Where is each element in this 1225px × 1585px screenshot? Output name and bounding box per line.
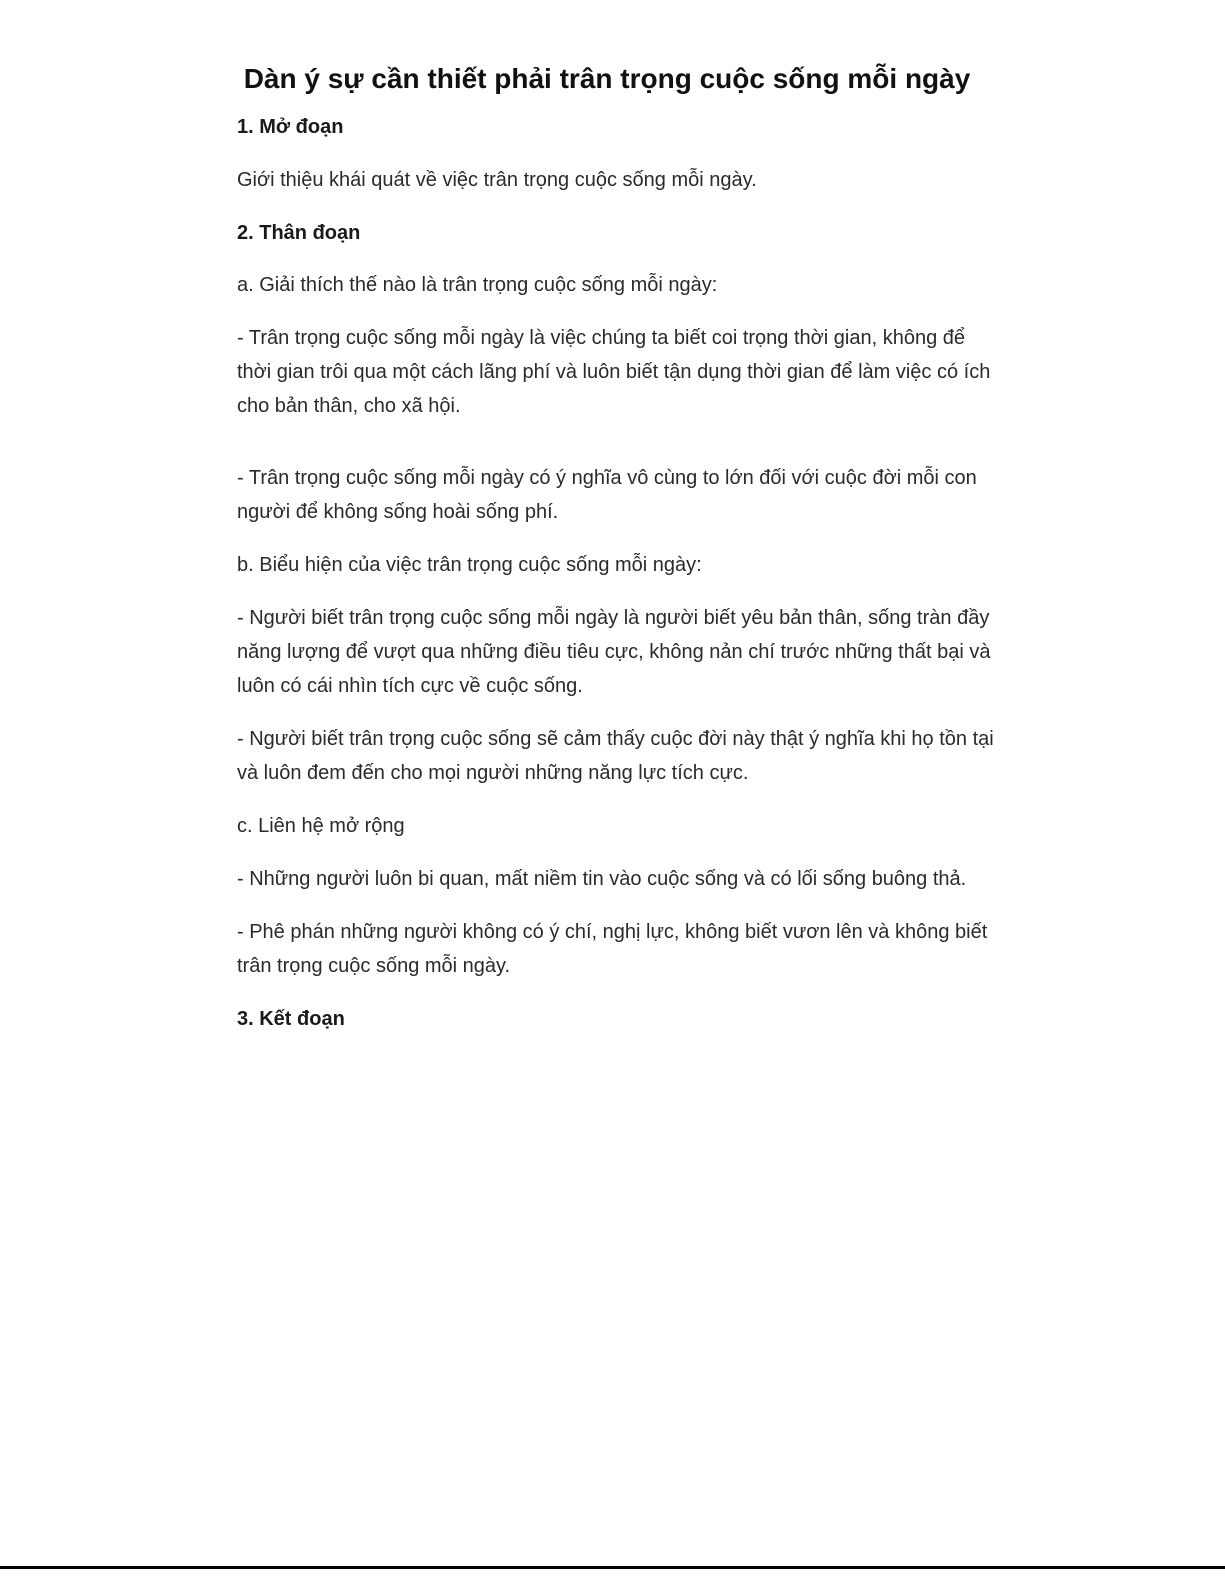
subsection-c-paragraph-1: - Những người luôn bi quan, mất niềm tin vào cuộc sống và có lối sống buông thả. (237, 868, 967, 890)
intro-paragraph: Giới thiệu khái quát về việc trân trọng cuộc sống mỗi ngày. (237, 169, 757, 191)
document-title: Dàn ý sự cần thiết phải trân trọng cuộc sống mỗi ngày (243, 63, 971, 94)
subsection-b-label: b. Biểu hiện của việc trân trọng cuộc sống mỗi ngày: (237, 554, 702, 576)
document-page (237, 58, 997, 1034)
section-heading-intro: 1. Mở đoạn (237, 116, 344, 138)
subsection-a-paragraph-1: - Trân trọng cuộc sống mỗi ngày là việc chúng ta biết coi trọng thời gian, không để thời gian trôi qua một cách lãng phí và luôn biết tận dụng thời gian để làm việc có ích cho bản thân, cho xã hội. (237, 327, 991, 417)
page-bottom-border (0, 1566, 1225, 1569)
subsection-b-paragraph-2: - Người biết trân trọng cuộc sống sẽ cảm thấy cuộc đời này thật ý nghĩa khi họ tồn tại và luôn đem đến cho mọi người những năng lực tích cực. (237, 728, 994, 784)
section-heading-conclusion: 3. Kết đoạn (237, 1008, 345, 1030)
subsection-a-paragraph-2: - Trân trọng cuộc sống mỗi ngày có ý nghĩa vô cùng to lớn đối với cuộc đời mỗi con người để không sống hoài sống phí. (237, 467, 977, 523)
subsection-b-paragraph-1: - Người biết trân trọng cuộc sống mỗi ngày là người biết yêu bản thân, sống tràn đầy năng lượng để vượt qua những điều tiêu cực, không nản chí trước những thất bại và luôn có cái nhìn tích cực về cuộc sống. (237, 607, 991, 697)
subsection-c-label: c. Liên hệ mở rộng (237, 815, 405, 837)
subsection-a-label: a. Giải thích thế nào là trân trọng cuộc sống mỗi ngày: (237, 274, 718, 296)
subsection-c-paragraph-2: - Phê phán những người không có ý chí, nghị lực, không biết vươn lên và không biết trân trọng cuộc sống mỗi ngày. (237, 921, 988, 977)
section-heading-body: 2. Thân đoạn (237, 222, 361, 244)
